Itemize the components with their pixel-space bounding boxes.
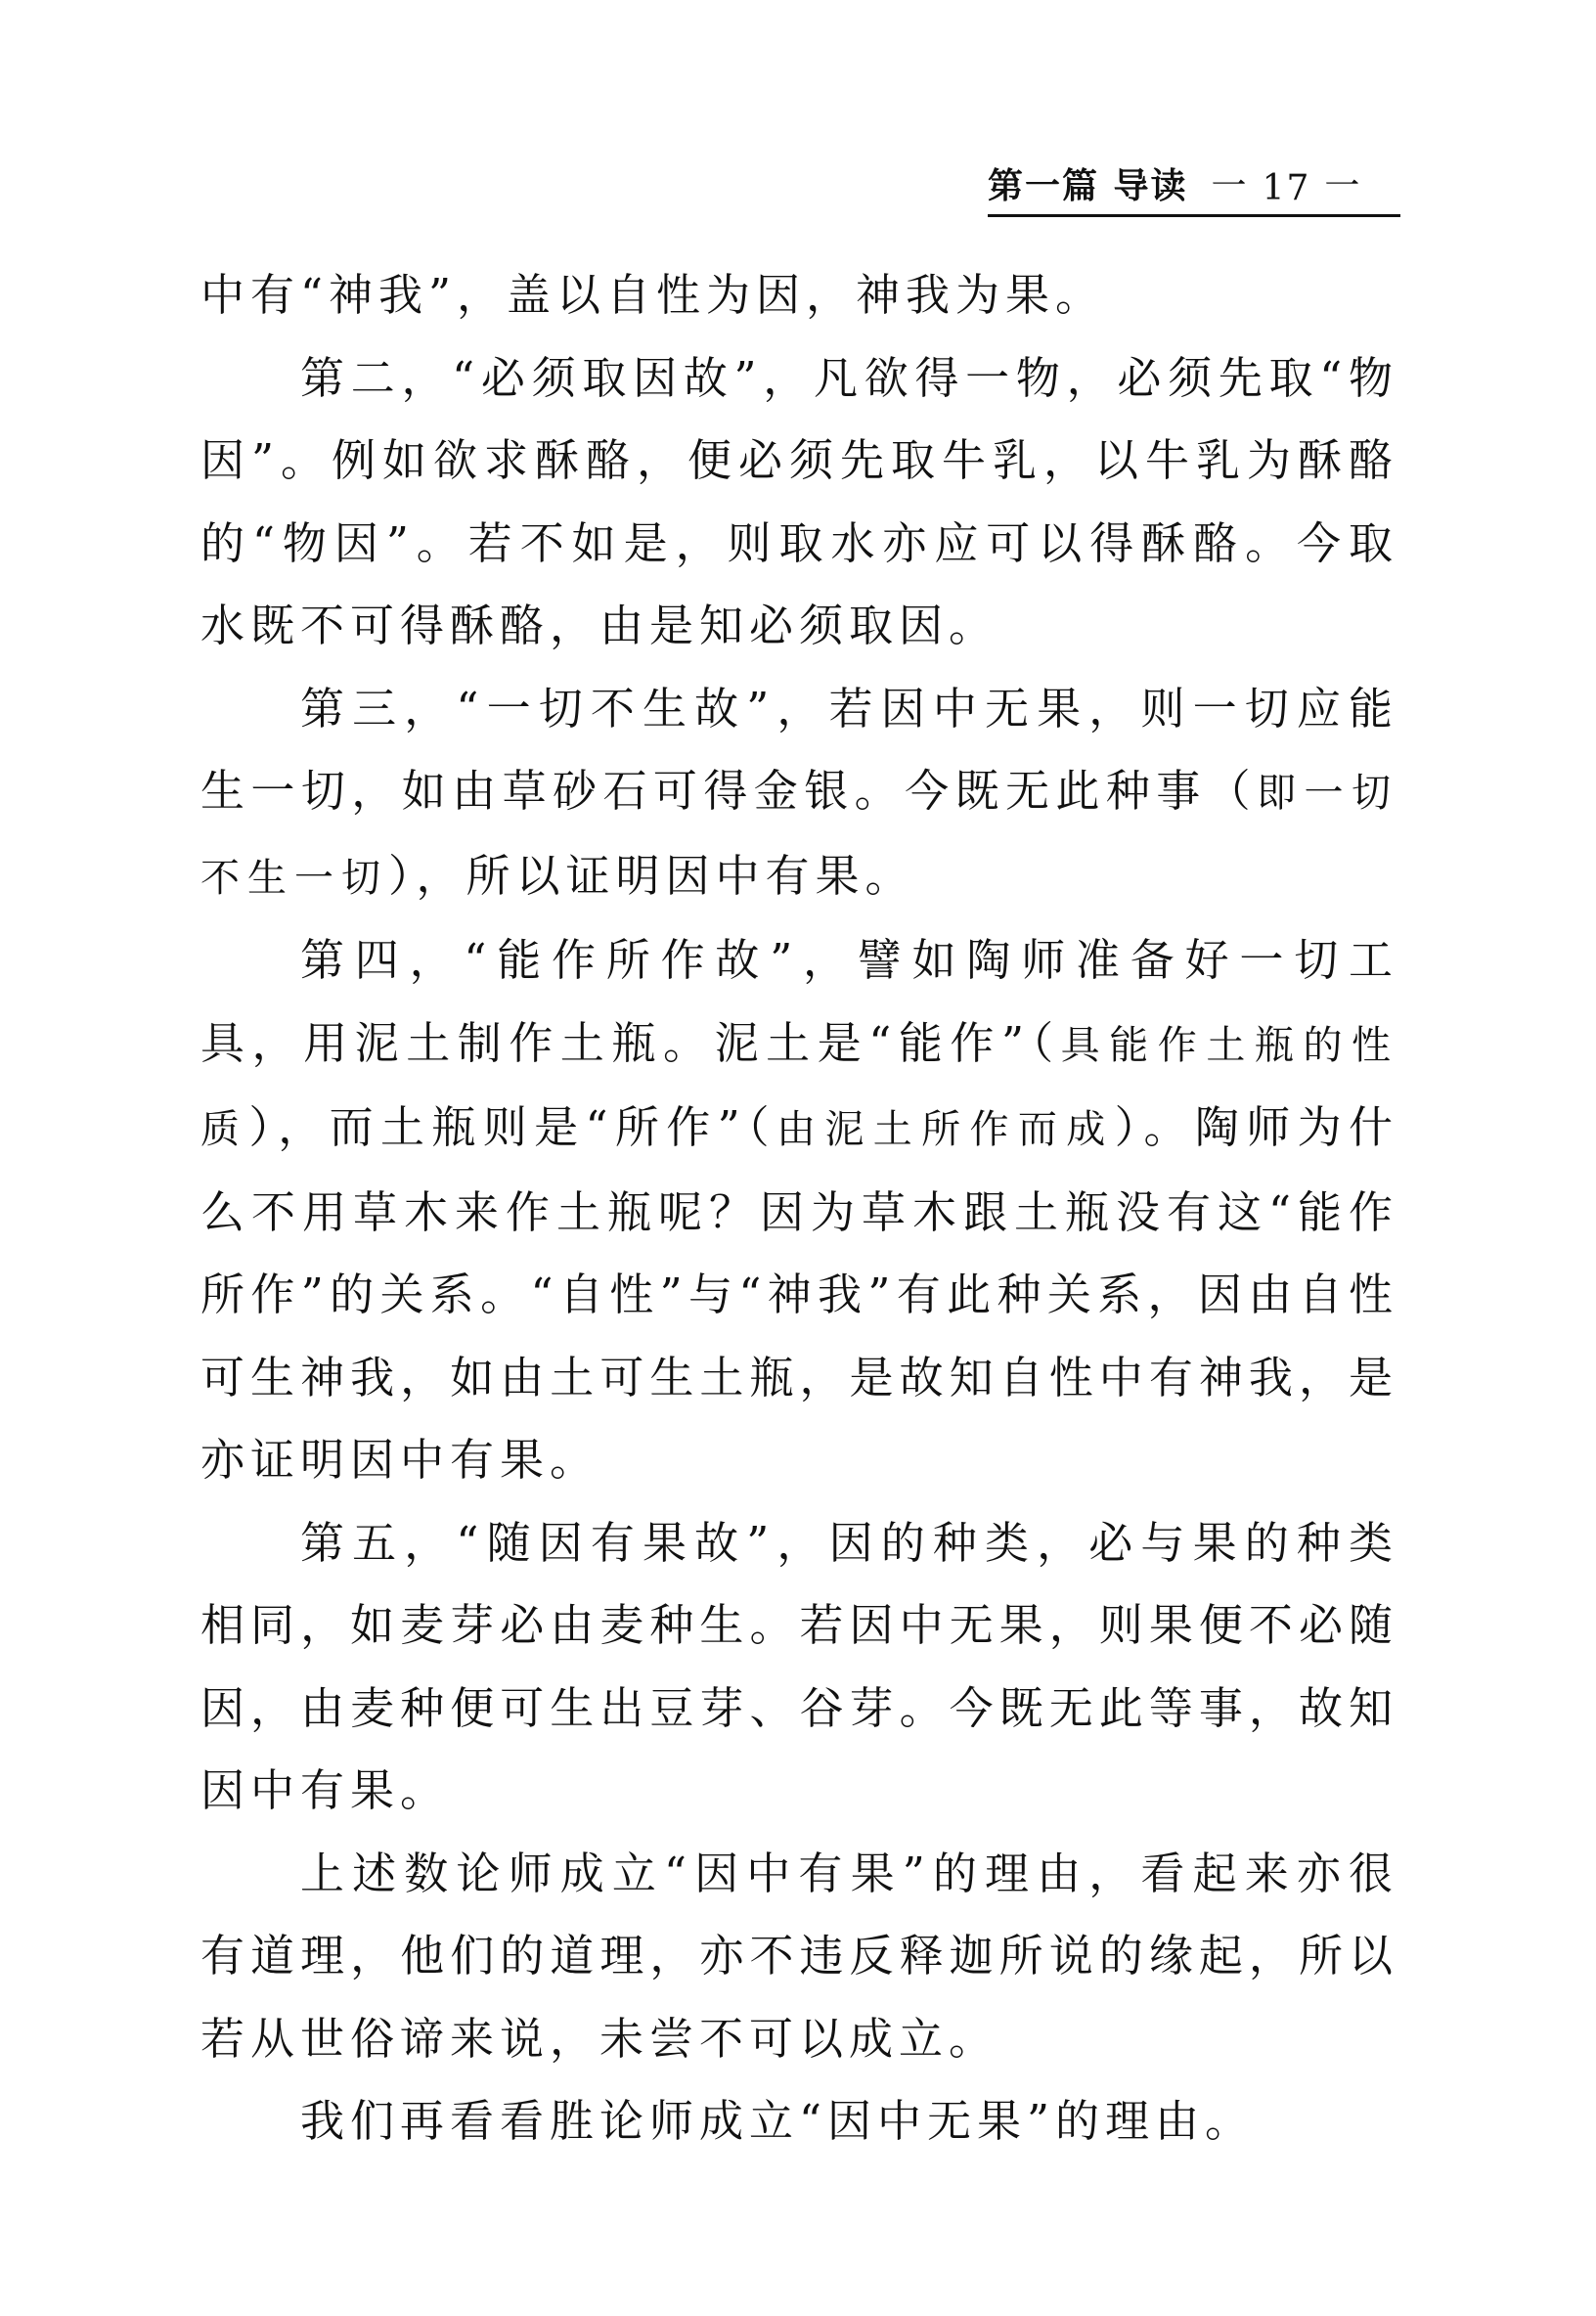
paragraph-fourth-reason [200,919,1398,1502]
paragraph-third-reason [200,668,1398,920]
paragraph-continuation: 中有“神我”，盖以自性为因，神我为果。 [200,269,1106,321]
paragraph-text: ），所以证明因中有果。 [388,849,915,902]
paragraph-text: 第四，“能作所作故”，譬如陶师准备好一切工具，用泥土制作土瓶。泥土是“能作”（ [200,934,1398,1069]
paragraph-second-reason: 第二，“必须取因故”，凡欲得一物，必须先取“物因”。例如欲求酥酪，便必须先取牛乳，以牛乳为酥酪的“物因”。若不如是，则取水亦应可以得酥酪。今取水既不可得酥酪，由是知必须取因。 [200,351,1398,651]
paragraph-text: ），而土瓶则是“所作”（ [248,1101,776,1153]
inline-note: 即一切不生一切 [200,771,1398,901]
page-number-dash-right: 一 [1324,166,1362,206]
paragraph-transition: 我们再看看胜论师成立“因中无果”的理由。 [300,2095,1256,2147]
page-number-dash-left: 一 [1211,166,1249,206]
paragraph-text: ）。陶师为什么不用草木来作土瓶呢？因为草木跟土瓶没有这“能作所作”的关系。“自性”与“神我”有此种关系，因由自性可生神我，如由土可生土瓶，是故知自性中有神我，是亦证明因中有果。 [200,1101,1399,1486]
chapter-title: 第一篇 导读 [988,165,1188,206]
page-number: 17 [1262,168,1311,208]
inline-note: 由泥土所作而成 [776,1107,1115,1152]
paragraph-text: 第三，“一切不生故”，若因中无果，则一切应能生一切，如由草砂石可得金银。今既无此种事（ [200,682,1398,817]
running-header [988,166,1400,217]
inline-note: 具能作土瓶的性质 [200,1022,1399,1152]
paragraph-fifth-reason: 第五，“随因有果故”，因的种类，必与果的种类相同，如麦芽必由麦种生。若因中无果，则果便不必随因，由麦种便可生出豆芽、谷芽。今既无此等事，故知因中有果。 [200,1516,1398,1816]
body-text [200,254,1398,2163]
paragraph-summary: 上述数论师成立“因中有果”的理由，看起来亦很有道理，他们的道理，亦不违反释迦所说的缘起，所以若从世俗谛来说，未尝不可以成立。 [200,1847,1398,2065]
